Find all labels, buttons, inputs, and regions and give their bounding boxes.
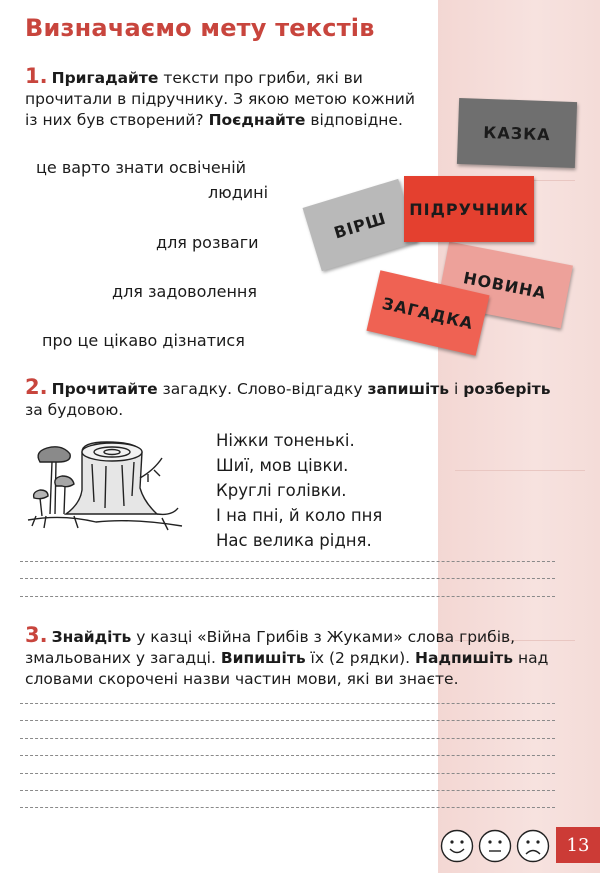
writing-line[interactable] [20,738,555,739]
writing-line[interactable] [20,755,555,756]
task-2-part: розберіть [463,380,551,398]
task-1-part: Поєднайте [208,111,306,129]
task-3-part: Знайдіть [51,628,132,646]
neutral-face-icon[interactable] [478,829,512,863]
smile-face-icon[interactable] [440,829,474,863]
sad-face-icon[interactable] [516,829,550,863]
task-1-part: відповідне. [305,111,403,129]
page-number: 13 [556,827,600,863]
task-3-part: їх (2 рядки). [305,649,416,667]
purpose-phrase[interactable]: для задоволення [112,282,257,301]
task-2-part: Прочитайте [51,380,158,398]
writing-line[interactable] [20,596,555,597]
mushrooms-stump-illustration [22,430,187,545]
writing-line[interactable] [20,790,555,791]
side-decor-line [455,470,585,471]
writing-line[interactable] [20,773,555,774]
task-1-number: 1. [25,64,48,88]
writing-line[interactable] [20,720,555,721]
task-2-part: загадку. Слово-відгадку [157,380,368,398]
task-3-part: Випишіть [220,649,306,667]
task-3-instruction [25,625,560,690]
card-label: ЗАГАДКА [380,293,476,333]
card-kazka[interactable] [457,98,577,168]
task-1-part: Пригадайте [51,69,159,87]
card-label: НОВИНА [461,267,549,303]
card-label: ВІРШ [331,208,389,242]
card-label: КАЗКА [483,122,551,144]
task-2-part: запишіть [367,380,450,398]
task-2-part: і [449,380,464,398]
task-3-part: над словами скорочені назви частин мови, які ви знаєте. [25,649,549,688]
task-1-part: тексти про гриби, які ви прочитали в підручнику. З якою метою кожний із них був створений? [25,69,415,129]
card-label: ПІДРУЧНИК [409,199,529,219]
page-title: Визначаємо мету текстів [25,14,375,42]
task-2-number: 2. [25,375,48,399]
task-2-instruction [25,377,560,421]
task-1-instruction [25,66,420,131]
task-3-number: 3. [25,623,48,647]
card-virsh[interactable] [303,179,418,271]
purpose-phrase[interactable]: для розваги [156,233,259,252]
purpose-phrase[interactable]: про це цікаво дізнатися [42,331,245,350]
purpose-phrase[interactable]: людині [208,183,269,202]
writing-line[interactable] [20,703,555,704]
writing-line[interactable] [20,578,555,579]
task-3-part: Надпишіть [415,649,514,667]
task-3-part: у казці «Війна Грибів з Жуками» слова грибів, змальованих у загадці. [25,628,516,667]
writing-line[interactable] [20,561,555,562]
riddle-text: Ніжки тоненькі. Шиї, мов цівки. Круглі голівки. І на пні, й коло пня Нас велика рідня. [216,431,383,550]
task-2-part: за будовою. [25,401,124,419]
card-pidruchnyk[interactable] [404,176,534,242]
purpose-phrase[interactable]: це варто знати освіченій [36,158,247,177]
writing-line[interactable] [20,807,555,808]
